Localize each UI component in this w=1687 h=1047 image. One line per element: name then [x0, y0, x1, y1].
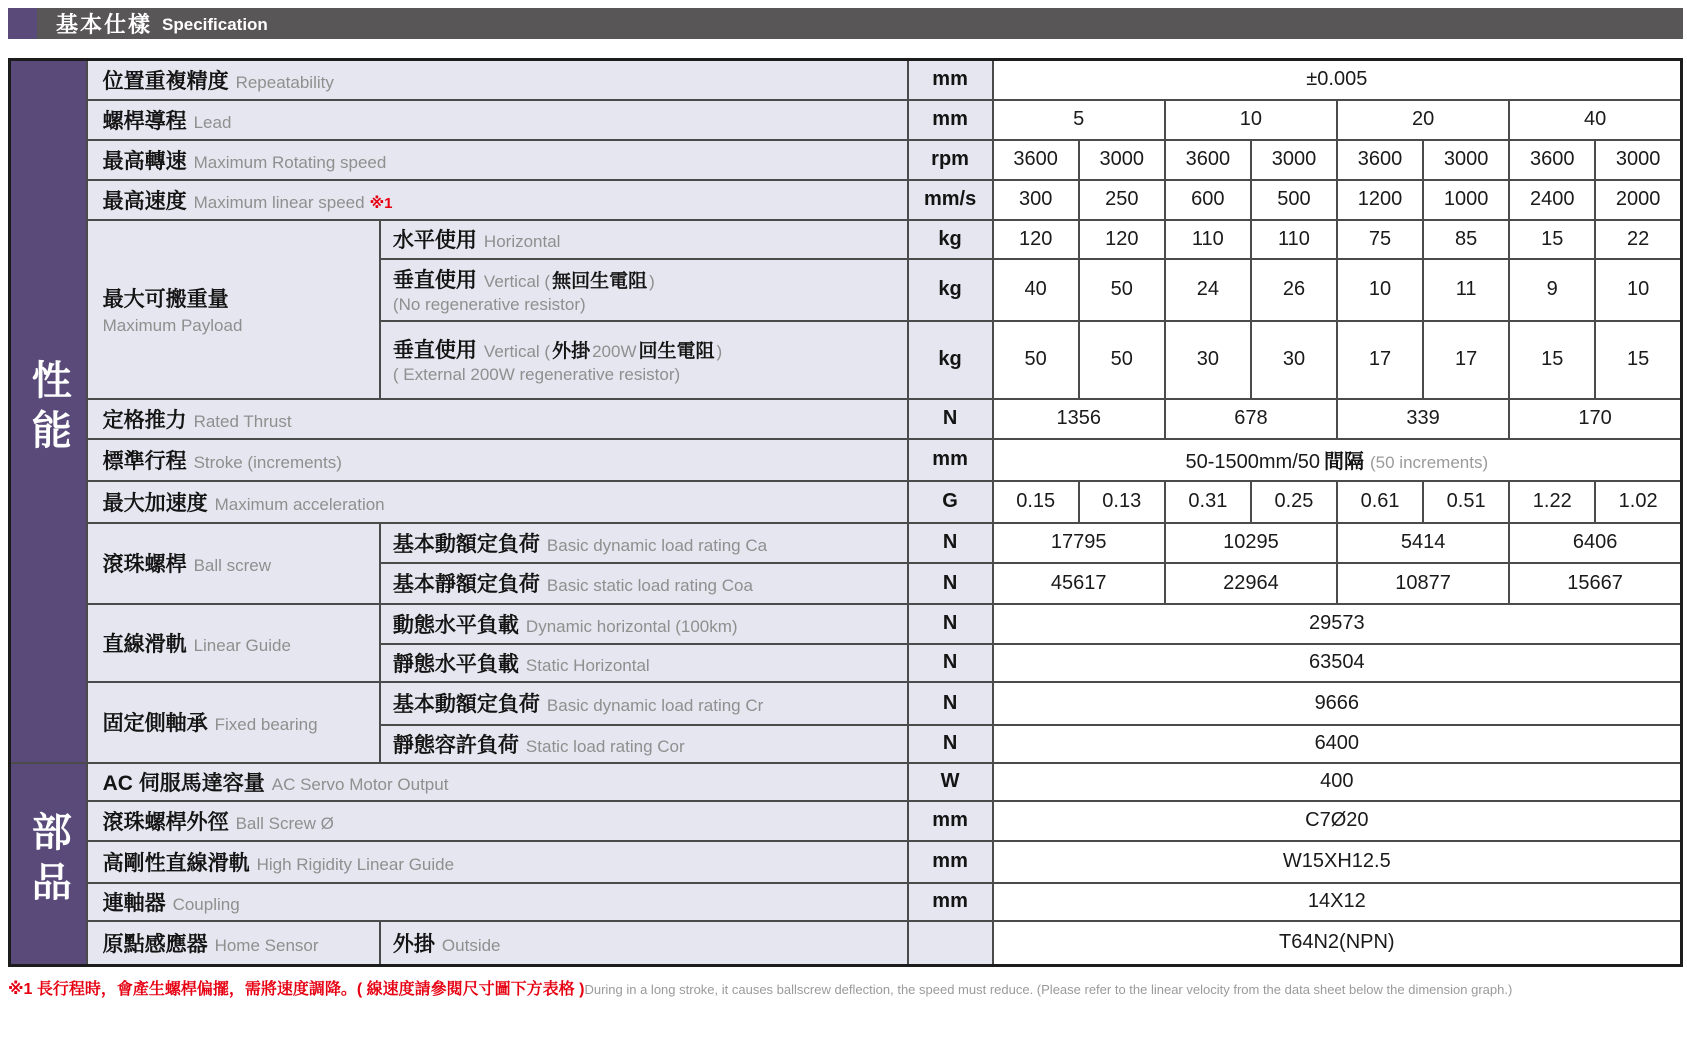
- section-title-en: Specification: [162, 14, 268, 34]
- label-fixed-bearing: 固定側軸承 Fixed bearing: [87, 682, 380, 763]
- label-home-sensor-outside: 外掛 Outside: [380, 921, 908, 966]
- value-cell: 10295: [1165, 523, 1337, 563]
- value-cell: 85: [1423, 220, 1509, 259]
- value-cell: 1200: [1337, 180, 1423, 220]
- value-home-sensor: T64N2(NPN): [993, 921, 1682, 966]
- value-cell: 3600: [993, 140, 1079, 180]
- unit-bearing-static: N: [908, 725, 993, 763]
- label-guide-dynamic: 動態水平負載 Dynamic horizontal (100km): [380, 604, 908, 644]
- row-guide-dynamic: [10, 604, 1682, 644]
- specification-table: [8, 58, 1683, 967]
- value-cell: 110: [1251, 220, 1337, 259]
- row-home-sensor: [10, 921, 1682, 966]
- value-cell: 3000: [1595, 140, 1681, 180]
- value-cell: 15: [1595, 321, 1681, 399]
- label-bearing-dynamic: 基本動額定負荷 Basic dynamic load rating Cr: [380, 682, 908, 725]
- unit-max-rotating-speed: rpm: [908, 140, 993, 180]
- sidebar-performance: [10, 60, 87, 763]
- value-cell: 17: [1337, 321, 1423, 399]
- label-ballscrew-dynamic: 基本動額定負荷 Basic dynamic load rating Ca: [380, 523, 908, 563]
- label-payload-vertical-ext-regen: 垂直使用 Vertical ( 外掛 200W 回生電阻 ) ( External 200W regenerative resistor): [380, 321, 908, 399]
- value-cell: 50: [1079, 259, 1165, 321]
- row-max-rotating-speed: [10, 140, 1682, 180]
- value-cell: 0.25: [1251, 481, 1337, 523]
- value-cell: 10: [1337, 259, 1423, 321]
- sidebar-performance-label: 性能: [26, 358, 71, 459]
- value-cell: 9: [1509, 259, 1595, 321]
- value-cell: 1356: [993, 399, 1165, 439]
- unit-payload-vertical-ext-regen: kg: [908, 321, 993, 399]
- value-cell: 1000: [1423, 180, 1509, 220]
- value-cell: 2400: [1509, 180, 1595, 220]
- row-stroke: [10, 439, 1682, 481]
- value-cell: 24: [1165, 259, 1251, 321]
- value-cell: 110: [1165, 220, 1251, 259]
- value-lead-20: 20: [1337, 100, 1509, 140]
- label-bearing-static: 靜態容許負荷 Static load rating Cor: [380, 725, 908, 763]
- label-max-linear-speed: 最高速度 Maximum linear speed ※1: [87, 180, 908, 220]
- value-cell: 30: [1165, 321, 1251, 399]
- value-cell: 0.31: [1165, 481, 1251, 523]
- value-cell: 15: [1509, 321, 1595, 399]
- unit-coupling: mm: [908, 883, 993, 921]
- unit-stroke: mm: [908, 439, 993, 481]
- value-bearing-static: 6400: [993, 725, 1682, 763]
- unit-guide-dynamic: N: [908, 604, 993, 644]
- value-cell: 1.22: [1509, 481, 1595, 523]
- sidebar-parts: [10, 763, 87, 966]
- value-cell: 50: [1079, 321, 1165, 399]
- value-cell: 15667: [1509, 563, 1681, 604]
- row-max-linear-speed: [10, 180, 1682, 220]
- value-cell: 300: [993, 180, 1079, 220]
- value-cell: 15: [1509, 220, 1595, 259]
- unit-ballscrew-static: N: [908, 563, 993, 604]
- value-cell: 3600: [1509, 140, 1595, 180]
- label-max-rotating-speed: 最高轉速 Maximum Rotating speed: [87, 140, 908, 180]
- label-repeatability: 位置重複精度 Repeatability: [87, 60, 908, 100]
- value-cell: 3600: [1165, 140, 1251, 180]
- value-cell: 6406: [1509, 523, 1681, 563]
- label-stroke: 標準行程 Stroke (increments): [87, 439, 908, 481]
- label-coupling: 連軸器 Coupling: [87, 883, 908, 921]
- label-rated-thrust: 定格推力 Rated Thrust: [87, 399, 908, 439]
- unit-payload-horizontal: kg: [908, 220, 993, 259]
- label-rigidity-guide: 高剛性直線滑軌 High Rigidity Linear Guide: [87, 841, 908, 883]
- unit-repeatability: mm: [908, 60, 993, 100]
- row-ballscrew-dynamic: [10, 523, 1682, 563]
- value-cell: 250: [1079, 180, 1165, 220]
- label-lead: 螺桿導程 Lead: [87, 100, 908, 140]
- value-lead-5: 5: [993, 100, 1165, 140]
- value-lead-10: 10: [1165, 100, 1337, 140]
- unit-rated-thrust: N: [908, 399, 993, 439]
- value-cell: 75: [1337, 220, 1423, 259]
- label-ballscrew-dia: 滾珠螺桿外徑 Ball Screw Ø: [87, 801, 908, 841]
- row-coupling: [10, 883, 1682, 921]
- value-cell: 45617: [993, 563, 1165, 604]
- unit-ballscrew-dynamic: N: [908, 523, 993, 563]
- row-lead: [10, 100, 1682, 140]
- value-bearing-dynamic: 9666: [993, 682, 1682, 725]
- footnote-zh: ※1 長行程時，會產生螺桿偏擺，需將速度調降。( 線速度請參閱尺寸圖下方表格 ): [8, 981, 585, 998]
- value-cell: 0.51: [1423, 481, 1509, 523]
- value-cell: 17: [1423, 321, 1509, 399]
- section-title-zh: 基本仕樣: [56, 12, 153, 37]
- row-max-acceleration: [10, 481, 1682, 523]
- value-coupling: 14X12: [993, 883, 1682, 921]
- unit-guide-static: N: [908, 644, 993, 682]
- unit-home-sensor: [908, 921, 993, 966]
- value-lead-40: 40: [1509, 100, 1681, 140]
- value-cell: 5414: [1337, 523, 1509, 563]
- unit-max-acceleration: G: [908, 481, 993, 523]
- row-servo-output: [10, 763, 1682, 801]
- label-payload-vertical-no-regen: 垂直使用 Vertical ( 無回生電阻 ) (No regenerative resistor): [380, 259, 908, 321]
- value-cell: 1.02: [1595, 481, 1681, 523]
- value-cell: 678: [1165, 399, 1337, 439]
- value-cell: 500: [1251, 180, 1337, 220]
- value-cell: 3000: [1423, 140, 1509, 180]
- value-cell: 10877: [1337, 563, 1509, 604]
- value-cell: 3600: [1337, 140, 1423, 180]
- label-max-acceleration: 最大加速度 Maximum acceleration: [87, 481, 908, 523]
- value-cell: 10: [1595, 259, 1681, 321]
- footnote-en: During in a long stroke, it causes ballscrew deflection, the speed must reduce. (Please refer to the linear velocity from the data sheet below the dimension graph.): [584, 982, 1513, 997]
- value-cell: 3000: [1251, 140, 1337, 180]
- value-cell: 120: [993, 220, 1079, 259]
- value-cell: 22: [1595, 220, 1681, 259]
- value-cell: 3000: [1079, 140, 1165, 180]
- label-home-sensor: 原點感應器 Home Sensor: [87, 921, 380, 966]
- header-accent-square: [8, 8, 37, 39]
- value-cell: 0.13: [1079, 481, 1165, 523]
- value-stroke: 50-1500mm/50 間隔 (50 increments): [993, 439, 1682, 481]
- label-guide-static: 靜態水平負載 Static Horizontal: [380, 644, 908, 682]
- value-cell: 0.15: [993, 481, 1079, 523]
- value-cell: 120: [1079, 220, 1165, 259]
- value-repeatability: ±0.005: [993, 60, 1682, 100]
- unit-payload-vertical-no-regen: kg: [908, 259, 993, 321]
- unit-bearing-dynamic: N: [908, 682, 993, 725]
- value-cell: 600: [1165, 180, 1251, 220]
- section-header: [8, 8, 1683, 39]
- value-cell: 30: [1251, 321, 1337, 399]
- row-payload-horizontal: [10, 220, 1682, 259]
- footnote-ref-1: ※1: [369, 194, 393, 212]
- value-cell: 2000: [1595, 180, 1681, 220]
- value-cell: 50: [993, 321, 1079, 399]
- footnote: [8, 976, 1687, 999]
- value-cell: 26: [1251, 259, 1337, 321]
- value-servo-output: 400: [993, 763, 1682, 801]
- label-servo-output: AC 伺服馬達容量 AC Servo Motor Output: [87, 763, 908, 801]
- value-cell: 22964: [1165, 563, 1337, 604]
- sidebar-parts-label: 部品: [26, 811, 71, 912]
- label-payload-horizontal: 水平使用 Horizontal: [380, 220, 908, 259]
- label-ball-screw: 滾珠螺桿 Ball screw: [87, 523, 380, 604]
- unit-servo-output: W: [908, 763, 993, 801]
- unit-lead: mm: [908, 100, 993, 140]
- value-cell: 170: [1509, 399, 1681, 439]
- value-cell: 339: [1337, 399, 1509, 439]
- value-ballscrew-dia: C7Ø20: [993, 801, 1682, 841]
- label-linear-guide: 直線滑軌 Linear Guide: [87, 604, 380, 682]
- header-bar: [37, 8, 1683, 39]
- label-ballscrew-static: 基本靜額定負荷 Basic static load rating Coa: [380, 563, 908, 604]
- unit-rigidity-guide: mm: [908, 841, 993, 883]
- unit-ballscrew-dia: mm: [908, 801, 993, 841]
- value-rigidity-guide: W15XH12.5: [993, 841, 1682, 883]
- value-cell: 11: [1423, 259, 1509, 321]
- label-max-payload: 最大可搬重量 Maximum Payload: [87, 220, 380, 399]
- row-rated-thrust: [10, 399, 1682, 439]
- unit-max-linear-speed: mm/s: [908, 180, 993, 220]
- row-repeatability: [10, 60, 1682, 100]
- value-cell: 17795: [993, 523, 1165, 563]
- value-cell: 0.61: [1337, 481, 1423, 523]
- value-guide-static: 63504: [993, 644, 1682, 682]
- row-rigidity-guide: [10, 841, 1682, 883]
- value-guide-dynamic: 29573: [993, 604, 1682, 644]
- value-cell: 40: [993, 259, 1079, 321]
- row-bearing-dynamic: [10, 682, 1682, 725]
- row-ballscrew-dia: [10, 801, 1682, 841]
